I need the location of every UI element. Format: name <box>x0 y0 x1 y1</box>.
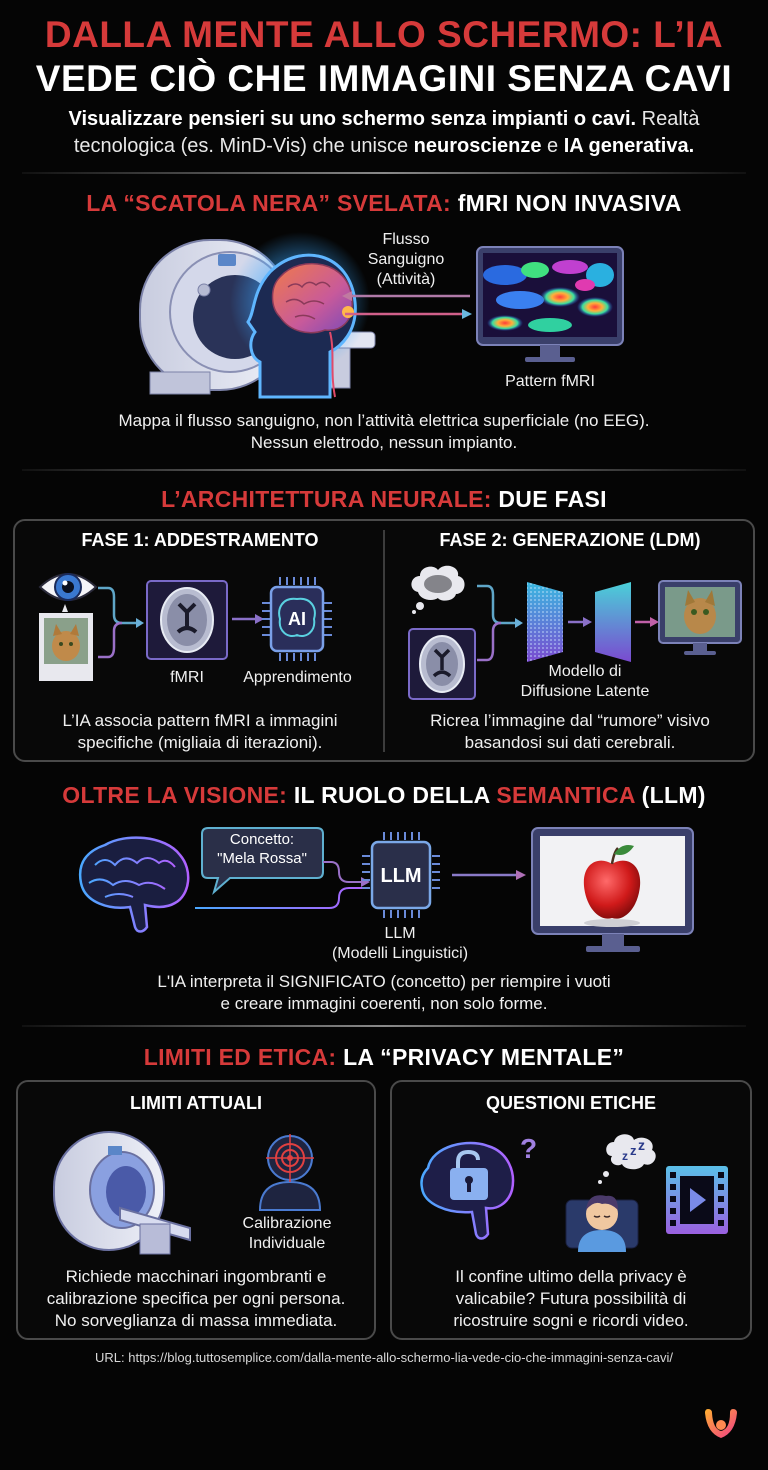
caption-line: basandosi sui dati cerebrali. <box>464 733 676 752</box>
caption-line: Il confine ultimo della privacy è <box>455 1267 687 1286</box>
section-divider <box>22 172 746 174</box>
svg-text:z: z <box>638 1137 645 1153</box>
caption-line: valicabile? Futura possibilità di <box>455 1289 687 1308</box>
title-red: LIMITI ED ETICA: <box>143 1044 344 1070</box>
label-line: LLM <box>384 925 416 942</box>
apple-monitor-icon <box>530 826 695 956</box>
phase2-title: FASE 2: GENERAZIONE (LDM) <box>439 530 701 550</box>
learning-label: Apprendimento <box>243 669 352 686</box>
intro-text <box>0 106 768 160</box>
ai-chip-icon <box>262 575 332 663</box>
caption-line: Mappa il flusso sanguigno, non l’attività elettrica superficiale (no EEG). <box>118 411 650 430</box>
bidirectional-arrows-icon <box>340 290 475 320</box>
section3-title <box>0 782 768 809</box>
caption-line: Ricrea l’immagine dal “rumore” visivo <box>430 711 710 730</box>
label-line: Calibrazione <box>242 1215 332 1232</box>
source-url[interactable]: URL: https://blog.tuttosemplice.com/dalla-mente-allo-schermo-lia-vede-cio-che-immagini-senza-cavi/ <box>95 1350 673 1365</box>
limits-caption <box>16 1266 376 1332</box>
cat-monitor-icon <box>658 580 742 660</box>
caption-line: e creare immagini coerenti, non solo forme. <box>220 994 548 1013</box>
intro-bold: neuroscienze <box>413 135 542 157</box>
intro-plain: e <box>541 135 564 157</box>
eye-icon <box>38 567 98 607</box>
caption-line: L’IA associa pattern fMRI a immagini <box>62 711 338 730</box>
merge-arrow-icon <box>96 585 146 660</box>
limits-title: LIMITI ATTUALI <box>130 1093 262 1113</box>
section3-caption <box>0 971 768 1015</box>
llm-chip-icon <box>360 830 440 920</box>
label-line: Flusso <box>382 231 430 248</box>
caption-line: Richiede macchinari ingombranti e <box>65 1267 327 1286</box>
video-film-icon <box>664 1164 730 1236</box>
title-red: L’ARCHITETTURA NEURALE: <box>161 486 499 512</box>
cat-photo-icon <box>38 612 94 682</box>
ethics-caption <box>390 1266 752 1332</box>
caption-line: L'IA interpreta il SIGNIFICATO (concetto) per riempire i vuoti <box>157 972 611 991</box>
label-line: Sanguigno <box>367 251 445 268</box>
latent-diffusion-label <box>495 662 675 702</box>
locked-brain-question-icon <box>408 1128 538 1248</box>
title-red: SEMANTICA <box>496 782 635 808</box>
intro-bold: Visualizzare pensieri su uno schermo senza impianti o cavi. <box>68 108 637 130</box>
caption-line: calibrazione specifica per ogni persona. <box>46 1289 346 1308</box>
fmri-monitor-icon <box>475 245 625 365</box>
phase-separator <box>383 530 385 752</box>
decoder-layer-icon <box>593 578 633 666</box>
arrow-right-icon <box>568 615 594 629</box>
sleeping-dreamer-icon <box>560 1130 660 1252</box>
intro-bold: IA generativa. <box>563 135 695 157</box>
fmri-label: fMRI <box>170 669 204 686</box>
title-white: DUE FASI <box>498 486 607 512</box>
thought-cloud-icon <box>408 562 468 614</box>
noise-latent-layer-icon <box>525 578 565 666</box>
arrow-right-icon <box>232 612 266 626</box>
intro-plain: Realtà <box>636 108 700 130</box>
section2-title <box>0 486 768 513</box>
llm-label <box>310 924 490 964</box>
main-title-line1: DALLA MENTE ALLO SCHERMO: L’IA <box>44 14 724 55</box>
svg-text:z: z <box>630 1143 637 1158</box>
svg-text:AI: AI <box>288 609 306 629</box>
ethics-title: QUESTIONI ETICHE <box>485 1093 656 1113</box>
title-white: (LLM) <box>634 782 706 808</box>
section4-title <box>0 1044 768 1071</box>
title-white: LA “PRIVACY MENTALE” <box>343 1044 625 1070</box>
blood-flow-label <box>346 230 466 290</box>
label-line: Individuale <box>248 1235 326 1252</box>
merge-arrow-icon <box>475 583 525 663</box>
label-line: Diffusione Latente <box>520 683 650 700</box>
section1-caption <box>0 410 768 454</box>
phase2-caption <box>390 710 750 754</box>
main-title-line2: VEDE CIÒ CHE IMMAGINI SENZA CAVI <box>35 58 733 99</box>
phase1-caption <box>20 710 380 754</box>
caption-line: ricostruire sogni e ricordi video. <box>453 1311 689 1330</box>
fmri-brain-scan-icon <box>408 628 476 700</box>
intro-plain: tecnologica (es. MinD-Vis) che unisce <box>73 135 414 157</box>
calibration-label <box>222 1214 352 1254</box>
svg-text:LLM: LLM <box>380 865 422 887</box>
pattern-fmri-label: Pattern fMRI <box>505 373 595 390</box>
title-red: OLTRE LA VISIONE: <box>62 782 294 808</box>
svg-text:z: z <box>622 1149 628 1163</box>
caption-line: Nessun elettrodo, nessun impianto. <box>250 433 518 452</box>
label-line: (Modelli Linguistici) <box>331 945 469 962</box>
title-white: IL RUOLO DELLA <box>293 782 497 808</box>
section-divider <box>22 1025 746 1027</box>
fmri-brain-scan-icon <box>146 580 228 660</box>
bubble-line: Concetto: <box>229 831 295 848</box>
title-white: fMRI NON INVASIVA <box>457 190 682 216</box>
caption-line: No sorveglianza di massa immediata. <box>54 1311 338 1330</box>
title-red: LA “SCATOLA NERA” SVELATA: <box>86 190 458 216</box>
label-line: Modello di <box>548 663 622 680</box>
connector-arrows-icon <box>195 860 370 912</box>
glowing-brain-icon <box>75 835 195 935</box>
mri-machine-icon <box>50 1128 200 1258</box>
caption-line: specifiche (migliaia di iterazioni). <box>77 733 323 752</box>
section1-title <box>0 190 768 217</box>
label-line: (Attività) <box>376 271 436 288</box>
bubble-line: "Mela Rossa" <box>217 850 307 867</box>
brand-logo-icon <box>703 1405 739 1441</box>
section-divider <box>22 469 746 471</box>
calibration-target-person-icon <box>250 1128 330 1210</box>
phase1-title: FASE 1: ADDESTRAMENTO <box>81 530 319 550</box>
svg-text:?: ? <box>520 1133 538 1164</box>
arrow-right-icon <box>452 868 527 882</box>
